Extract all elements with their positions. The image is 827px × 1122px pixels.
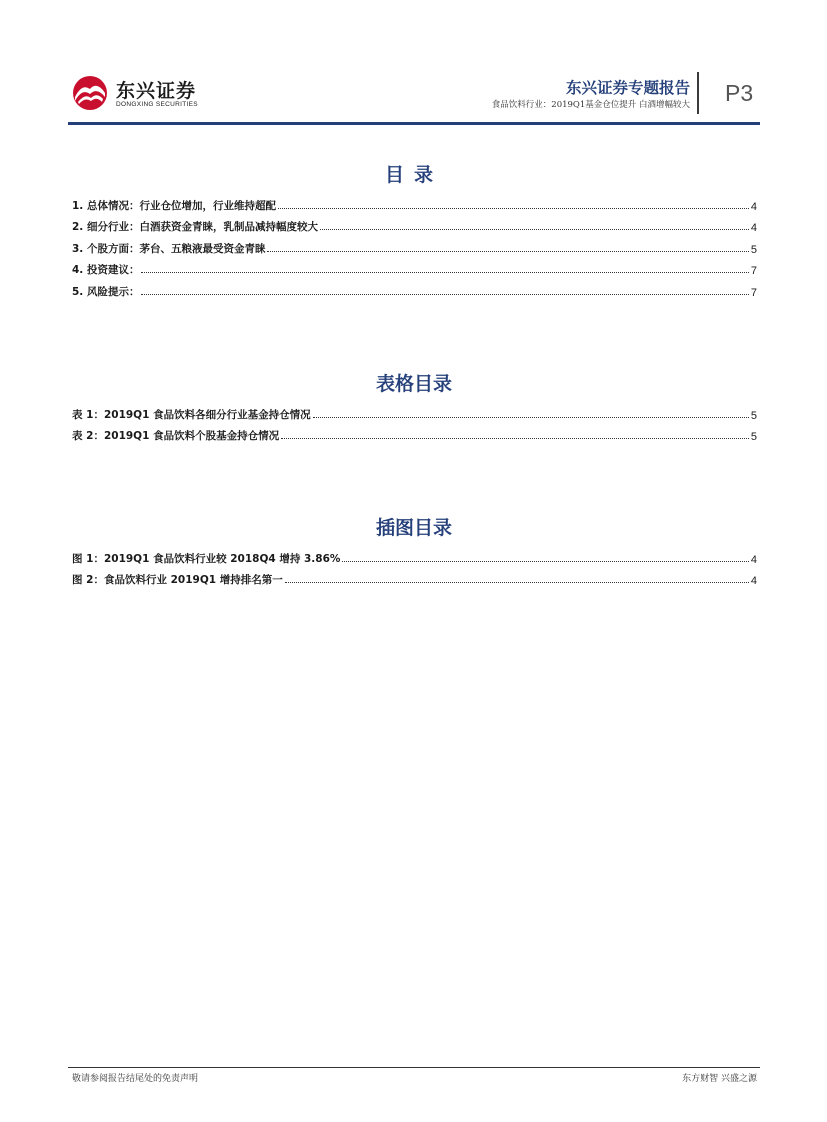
table-toc-entry-label: 表 2：2019Q1 食品饮料个股基金持仓情况	[72, 430, 280, 442]
figure-toc-entry-label: 图 2：食品饮料行业 2019Q1 增持排名第一	[72, 574, 283, 586]
table-toc-entry[interactable]	[72, 400, 757, 422]
figure-toc-entry-label: 图 1：2019Q1 食品饮料行业较 2018Q4 增持 3.86%	[72, 552, 341, 565]
report-subtitle: 食品饮料行业：2019Q1基金仓位提升 白酒增幅较大	[491, 100, 690, 110]
dot-leader	[313, 416, 749, 418]
table-toc-entry-page: 5	[750, 431, 757, 443]
dot-leader	[320, 228, 749, 230]
footer-slogan: 东方财智 兴盛之源	[682, 1074, 757, 1084]
figures-toc-list	[72, 544, 757, 587]
toc-entry-label: 3. 个股方面：茅台、五粮液最受资金青睐	[72, 242, 266, 255]
header-divider	[697, 72, 699, 114]
figure-toc-entry[interactable]	[72, 566, 757, 588]
toc-entry-page: 5	[750, 243, 757, 256]
toc-entry-page: 7	[750, 286, 757, 299]
figure-toc-entry-page: 4	[750, 575, 757, 587]
tables-toc-list	[72, 400, 757, 443]
header-rule	[68, 122, 760, 125]
toc-entry-page: 4	[750, 200, 757, 213]
toc-entry-label: 1. 总体情况：行业仓位增加，行业维持超配	[72, 199, 276, 212]
logo-chinese-name: 东兴证券	[116, 80, 197, 102]
toc-entry[interactable]	[72, 213, 757, 235]
report-title: 东兴证券专题报告	[565, 79, 690, 97]
toc-entry-page: 7	[750, 265, 757, 277]
figure-toc-entry[interactable]	[72, 544, 757, 566]
toc-entry-page: 4	[750, 222, 757, 234]
dot-leader	[278, 207, 749, 209]
dot-leader	[281, 437, 749, 439]
table-toc-entry[interactable]	[72, 422, 757, 444]
toc-heading: 目录	[384, 164, 443, 186]
company-logo	[70, 73, 230, 113]
dongxing-logo-icon	[70, 73, 110, 113]
toc-entry-label: 2. 细分行业：白酒获资金青睐，乳制品减持幅度较大	[72, 221, 318, 233]
figures-toc-heading: 插图目录	[375, 517, 452, 539]
footer-disclaimer: 敬请参阅报告结尾处的免责声明	[72, 1074, 199, 1084]
dot-leader	[342, 560, 748, 562]
table-toc-entry-label: 表 1：2019Q1 食品饮料各细分行业基金持仓情况	[72, 408, 311, 421]
toc-entry-label: 4. 投资建议：	[72, 264, 140, 276]
figure-toc-entry-page: 4	[750, 553, 757, 566]
table-toc-entry-page: 5	[750, 409, 757, 422]
dot-leader	[141, 293, 748, 295]
footer-rule	[68, 1067, 760, 1068]
page-number: P3	[725, 80, 754, 106]
toc-entry[interactable]	[72, 234, 757, 256]
dot-leader	[267, 250, 748, 252]
toc-list	[72, 191, 757, 299]
toc-entry[interactable]	[72, 256, 757, 278]
dot-leader	[285, 581, 749, 583]
tables-toc-heading: 表格目录	[375, 373, 452, 395]
toc-entry[interactable]	[72, 191, 757, 213]
logo-english-name: DONGXING SECURITIES	[116, 101, 198, 108]
dot-leader	[141, 271, 748, 273]
toc-entry-label: 5. 风险提示：	[72, 285, 140, 298]
page-header	[0, 0, 827, 130]
toc-entry[interactable]	[72, 277, 757, 299]
